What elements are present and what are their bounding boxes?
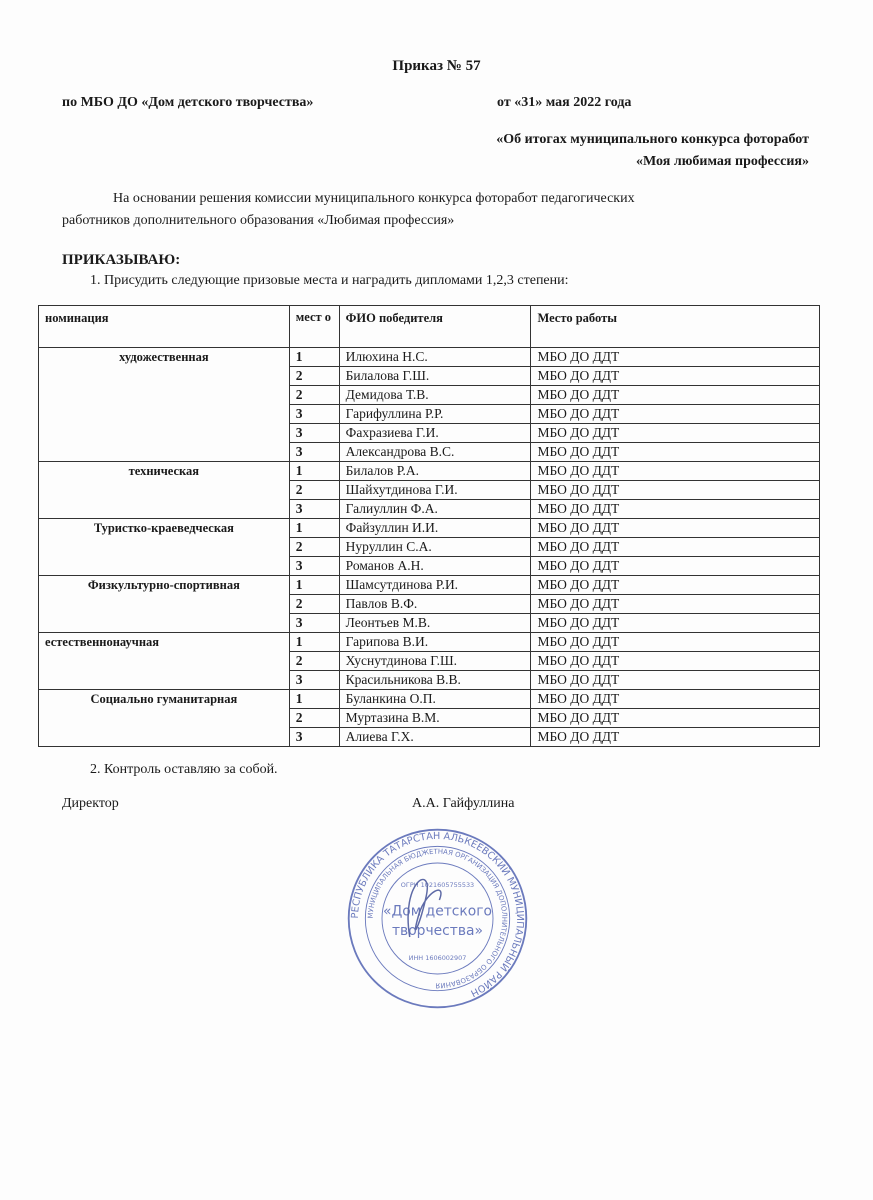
place-cell: 3	[289, 671, 339, 690]
place-cell: 2	[289, 538, 339, 557]
winners-table	[38, 305, 820, 747]
order-item-2: 2. Контроль оставляю за собой.	[90, 762, 278, 777]
nomination-cell: техническая	[39, 462, 290, 519]
table-row	[39, 519, 820, 538]
winner-name-cell: Шамсутдинова Р.И.	[339, 576, 531, 595]
subject-line-1: «Об итогах муниципального конкурса фоторабот	[496, 132, 809, 147]
workplace-cell: МБО ДО ДДТ	[531, 443, 820, 462]
table-row	[39, 348, 820, 367]
signer-name: А.А. Гайфуллина	[412, 796, 515, 811]
winner-name-cell: Хуснутдинова Г.Ш.	[339, 652, 531, 671]
organization: по МБО ДО «Дом детского творчества»	[62, 95, 314, 110]
stamp-ogrn: ОГРН 1021605755533	[400, 881, 475, 890]
winner-name-cell: Романов А.Н.	[339, 557, 531, 576]
order-heading: ПРИКАЗЫВАЮ:	[62, 252, 181, 268]
workplace-cell: МБО ДО ДДТ	[531, 595, 820, 614]
table-row	[39, 690, 820, 709]
place-cell: 1	[289, 576, 339, 595]
nomination-cell: Туристко-краеведческая	[39, 519, 290, 576]
stamp-inn: ИНН 1606002907	[408, 954, 467, 963]
workplace-cell: МБО ДО ДДТ	[531, 386, 820, 405]
place-cell: 1	[289, 519, 339, 538]
workplace-cell: МБО ДО ДДТ	[531, 671, 820, 690]
winner-name-cell: Буланкина О.П.	[339, 690, 531, 709]
place-cell: 3	[289, 424, 339, 443]
place-cell: 3	[289, 557, 339, 576]
workplace-cell: МБО ДО ДДТ	[531, 709, 820, 728]
winner-name-cell: Александрова В.С.	[339, 443, 531, 462]
place-cell: 2	[289, 481, 339, 500]
place-cell: 1	[289, 462, 339, 481]
workplace-cell: МБО ДО ДДТ	[531, 424, 820, 443]
winner-name-cell: Леонтьев М.В.	[339, 614, 531, 633]
nomination-cell: Социально гуманитарная	[39, 690, 290, 747]
header-name: ФИО победителя	[339, 306, 531, 348]
order-item-1: 1. Присудить следующие призовые места и наградить дипломами 1,2,3 степени:	[90, 273, 569, 288]
table-body	[39, 348, 820, 747]
header-place: мест о	[289, 306, 339, 348]
nomination-cell: Физкультурно-спортивная	[39, 576, 290, 633]
subject-line-2: «Моя любимая профессия»	[636, 154, 809, 169]
workplace-cell: МБО ДО ДДТ	[531, 728, 820, 747]
place-cell: 2	[289, 367, 339, 386]
stamp-inner-text: МУНИЦИПАЛЬНАЯ БЮДЖЕТНАЯ ОРГАНИЗАЦИЯ ДОПОЛНИТЕЛЬНОГО ОБРАЗОВАНИЯ	[366, 847, 509, 990]
winner-name-cell: Алиева Г.Х.	[339, 728, 531, 747]
workplace-cell: МБО ДО ДДТ	[531, 367, 820, 386]
place-cell: 1	[289, 633, 339, 652]
table-row	[39, 462, 820, 481]
winner-name-cell: Нуруллин С.А.	[339, 538, 531, 557]
winner-name-cell: Илюхина Н.С.	[339, 348, 531, 367]
director-label: Директор	[62, 796, 119, 811]
winner-name-cell: Билалова Г.Ш.	[339, 367, 531, 386]
workplace-cell: МБО ДО ДДТ	[531, 633, 820, 652]
winner-name-cell: Билалов Р.А.	[339, 462, 531, 481]
stamp-center-line-1: «Дом детского	[382, 903, 493, 920]
winner-name-cell: Муртазина В.М.	[339, 709, 531, 728]
stamp-outer-text: РЕСПУБЛИКА ТАТАРСТАН АЛЬКЕЕВСКИЙ МУНИЦИПАЛЬНЫЙ РАЙОН	[349, 830, 526, 999]
winner-name-cell: Гарифуллина Р.Р.	[339, 405, 531, 424]
winner-name-cell: Гарипова В.И.	[339, 633, 531, 652]
workplace-cell: МБО ДО ДДТ	[531, 462, 820, 481]
workplace-cell: МБО ДО ДДТ	[531, 519, 820, 538]
place-cell: 3	[289, 405, 339, 424]
stamp-center-line-2: творчества»	[391, 923, 484, 940]
workplace-cell: МБО ДО ДДТ	[531, 481, 820, 500]
place-cell: 2	[289, 595, 339, 614]
winner-name-cell: Красильникова В.В.	[339, 671, 531, 690]
place-cell: 2	[289, 709, 339, 728]
workplace-cell: МБО ДО ДДТ	[531, 557, 820, 576]
workplace-cell: МБО ДО ДДТ	[531, 690, 820, 709]
workplace-cell: МБО ДО ДДТ	[531, 652, 820, 671]
winner-name-cell: Фахразиева Г.И.	[339, 424, 531, 443]
winner-name-cell: Демидова Т.В.	[339, 386, 531, 405]
place-cell: 2	[289, 652, 339, 671]
nomination-cell: естественнонаучная	[39, 633, 290, 690]
header-workplace: Место работы	[531, 306, 820, 348]
table-row	[39, 633, 820, 652]
basis-paragraph-line-2: работников дополнительного образования «Любимая профессия»	[62, 213, 455, 228]
workplace-cell: МБО ДО ДДТ	[531, 576, 820, 595]
workplace-cell: МБО ДО ДДТ	[531, 405, 820, 424]
workplace-cell: МБО ДО ДДТ	[531, 348, 820, 367]
place-cell: 3	[289, 500, 339, 519]
place-cell: 1	[289, 690, 339, 709]
order-date: от «31» мая 2022 года	[497, 95, 632, 110]
winner-name-cell: Файзуллин И.И.	[339, 519, 531, 538]
table-row	[39, 576, 820, 595]
basis-paragraph-line-1: На основании решения комиссии муниципального конкурса фоторабот педагогических	[113, 191, 635, 206]
place-cell: 3	[289, 614, 339, 633]
organization-stamp	[345, 826, 530, 1011]
place-cell: 3	[289, 443, 339, 462]
workplace-cell: МБО ДО ДДТ	[531, 500, 820, 519]
place-cell: 3	[289, 728, 339, 747]
place-cell: 2	[289, 386, 339, 405]
order-title: Приказ № 57	[392, 58, 481, 74]
winner-name-cell: Шайхутдинова Г.И.	[339, 481, 531, 500]
table-header-row	[39, 306, 820, 348]
nomination-cell: художественная	[39, 348, 290, 462]
header-nomination: номинация	[39, 306, 290, 348]
workplace-cell: МБО ДО ДДТ	[531, 538, 820, 557]
winner-name-cell: Галиуллин Ф.А.	[339, 500, 531, 519]
workplace-cell: МБО ДО ДДТ	[531, 614, 820, 633]
winner-name-cell: Павлов В.Ф.	[339, 595, 531, 614]
place-cell: 1	[289, 348, 339, 367]
